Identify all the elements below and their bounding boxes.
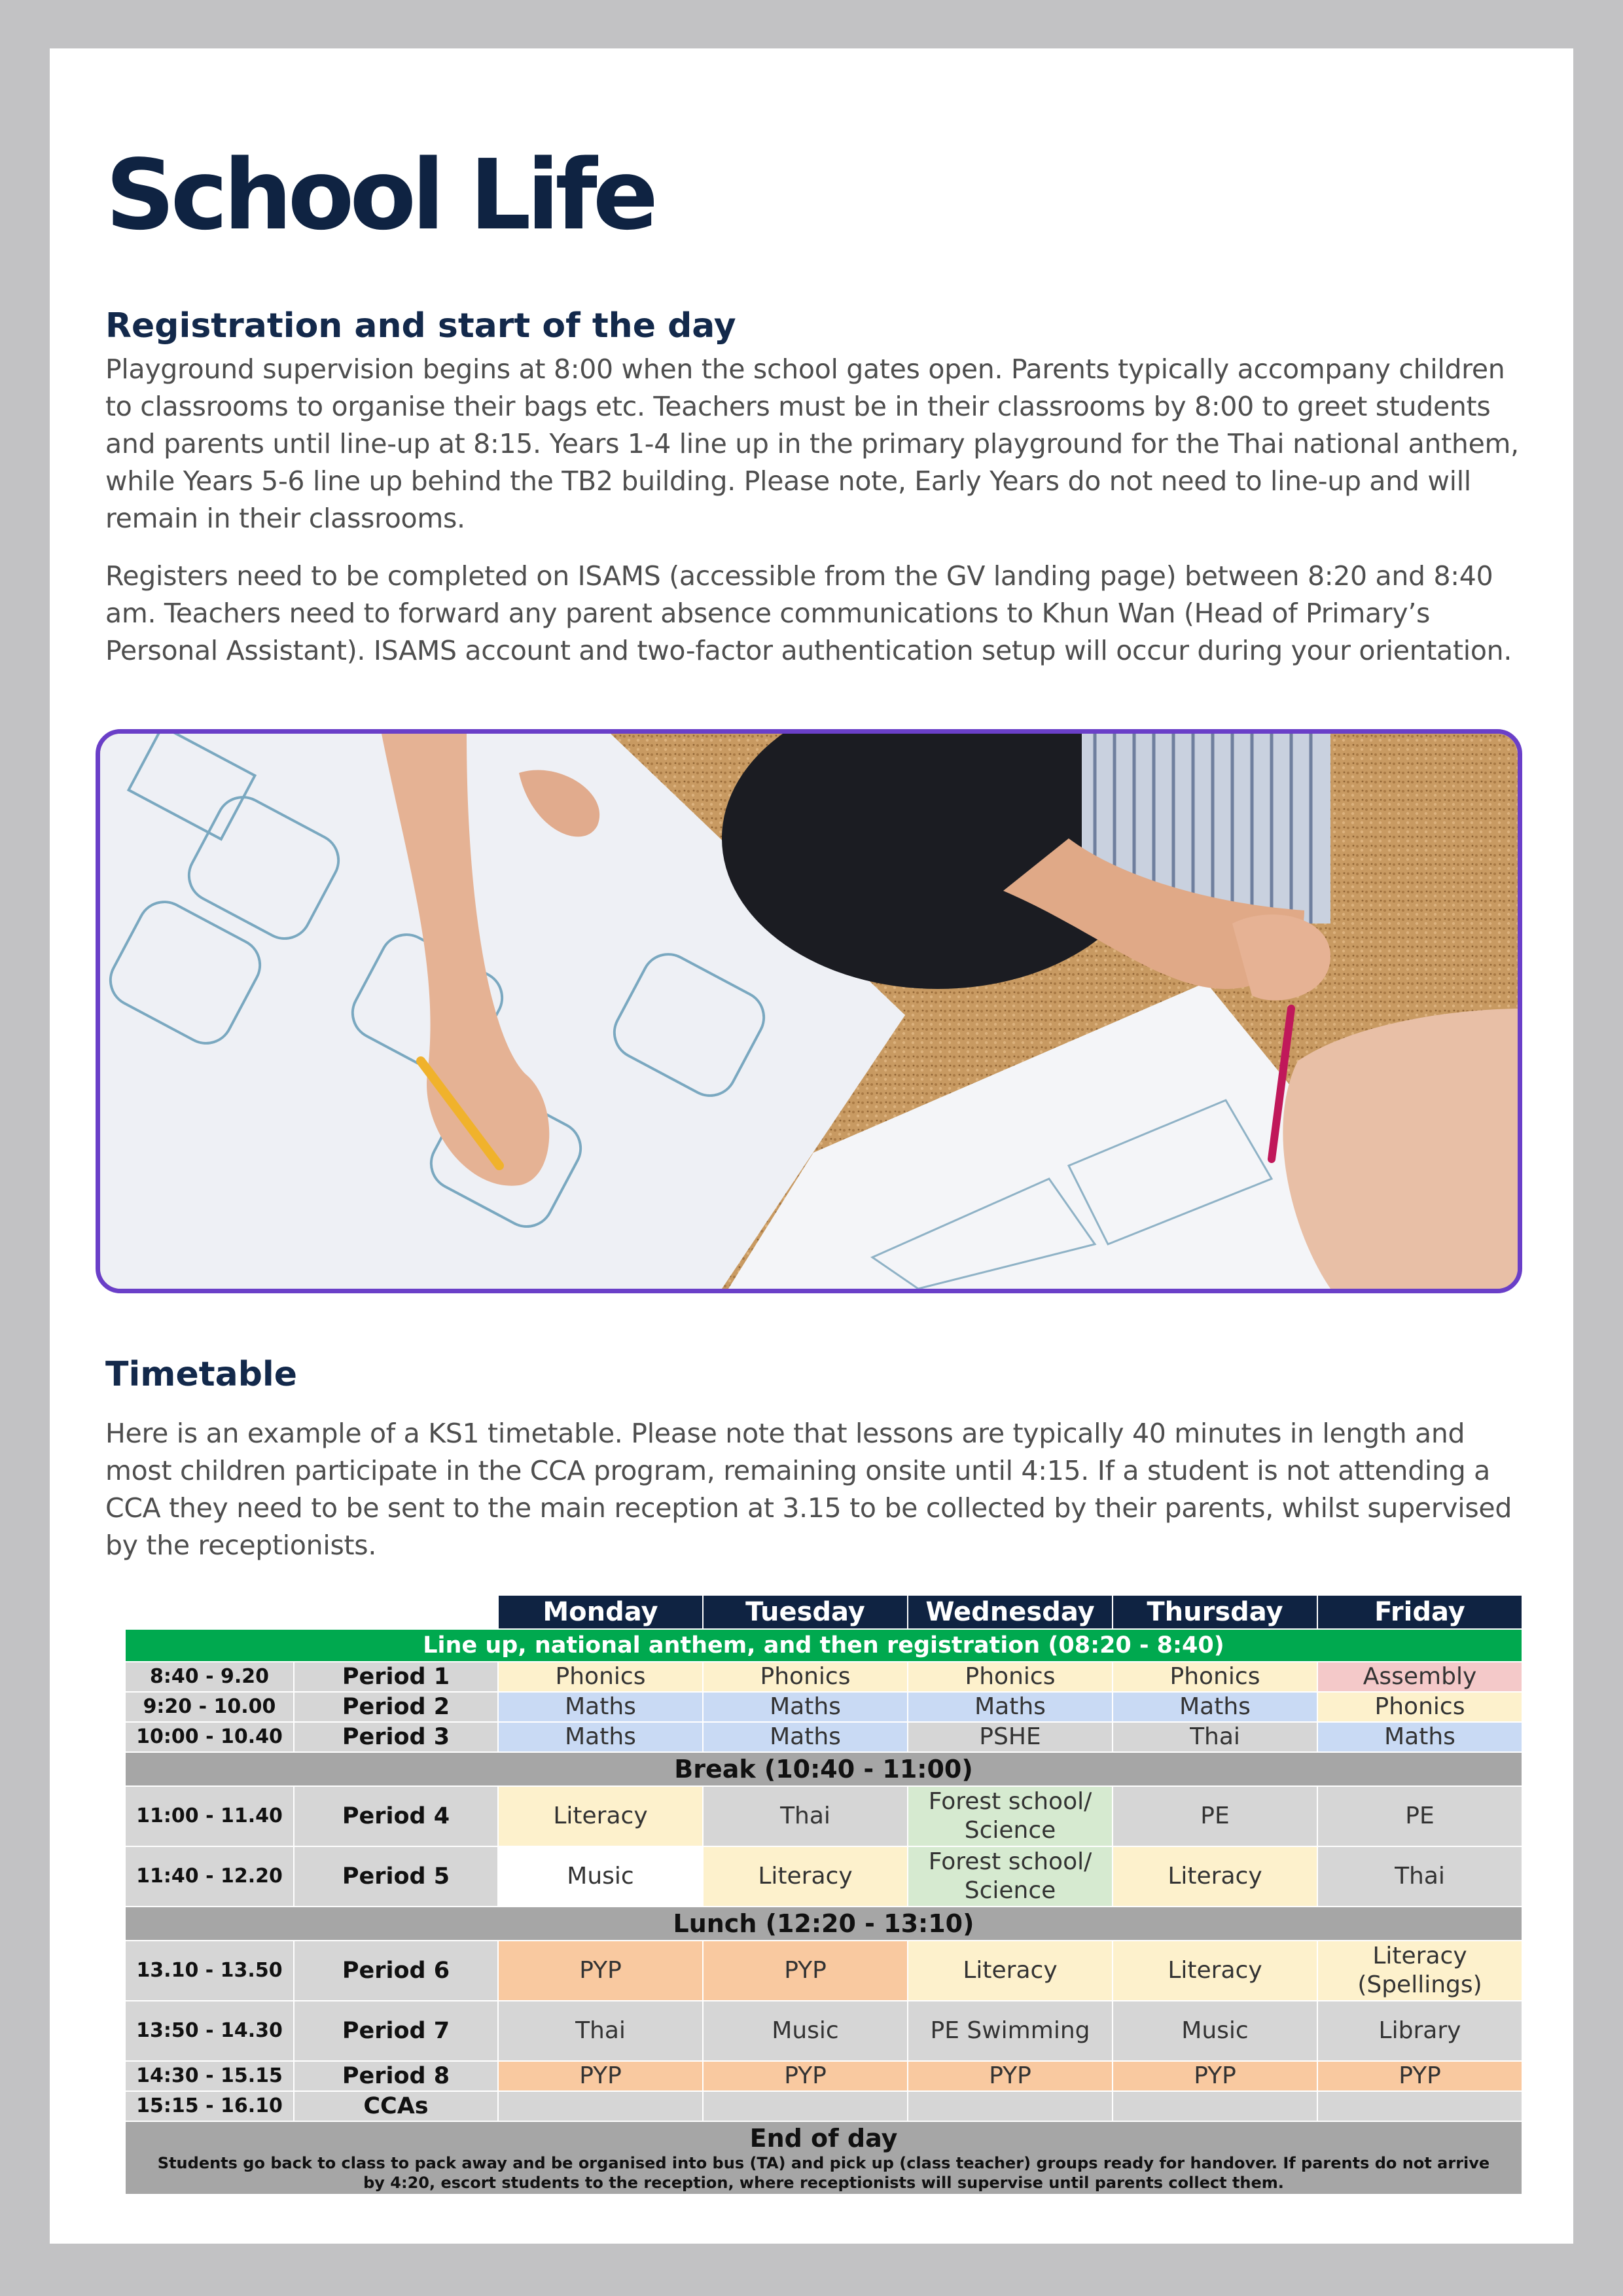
registration-paragraph-1: Playground supervision begins at 8:00 when the school gates open. Parents typically accompany children to classrooms to organise their bags etc. Teachers must be in their classrooms by 8:00 to greet students and parents until line-up at 8:15. Years 1-4 line up in the primary playground for the Thai national anthem, while Years 5-6 line up behind the TB2 building. Please note, Early Years do not need to line-up and will remain in their classrooms. xyxy=(105,353,1519,534)
lesson-cell: Thai xyxy=(1113,1722,1317,1752)
lineup-label: Line up, national anthem, and then registration (08:20 - 8:40) xyxy=(125,1629,1522,1662)
row-time: 9:20 - 10.00 xyxy=(125,1692,294,1722)
day-tuesday: Tuesday xyxy=(703,1595,908,1629)
lesson-cell: Phonics xyxy=(1317,1692,1522,1722)
lesson-cell: PYP xyxy=(703,2061,908,2091)
timetable-header-row xyxy=(125,1595,1522,1629)
lesson-cell: Maths xyxy=(498,1722,703,1752)
lesson-cell: Thai xyxy=(498,2001,703,2061)
lesson-cell: PYP xyxy=(1113,2061,1317,2091)
registration-heading: Registration and start of the day xyxy=(105,306,736,346)
row-time: 11:40 - 12.20 xyxy=(125,1846,294,1907)
day-wednesday: Wednesday xyxy=(908,1595,1113,1629)
lesson-cell: Literacy xyxy=(1113,1941,1317,2001)
table-row xyxy=(125,2061,1522,2091)
lesson-cell: Literacy xyxy=(908,1941,1113,2001)
break-label: Break (10:40 - 11:00) xyxy=(125,1752,1522,1786)
lesson-cell: Forest school/ Science xyxy=(908,1846,1113,1907)
row-period: Period 2 xyxy=(294,1692,498,1722)
photo-child-writing xyxy=(96,729,1522,1293)
table-row xyxy=(125,1786,1522,1846)
lesson-cell: Maths xyxy=(1113,1692,1317,1722)
lesson-cell: Literacy xyxy=(498,1786,703,1846)
lesson-cell xyxy=(1317,2091,1522,2121)
table-row xyxy=(125,1846,1522,1907)
lunch-label: Lunch (12:20 - 13:10) xyxy=(125,1907,1522,1941)
lesson-cell: Literacy xyxy=(1113,1846,1317,1907)
lesson-cell: PYP xyxy=(908,2061,1113,2091)
end-of-day-note: Students go back to class to pack away and be organised into bus (TA) and pick up (class teacher) groups ready for handover. If parents do not arrive by 4:20, escort students to the reception, where receptionists will supervise until parents collect them. xyxy=(157,2154,1490,2192)
lesson-cell: Phonics xyxy=(1113,1662,1317,1692)
end-of-day-row xyxy=(125,2121,1522,2195)
registration-paragraph-2: Registers need to be completed on ISAMS (accessible from the GV landing page) between 8:20 and 8:40 am. Teachers need to forward any parent absence communications to Khun Wan (Head of Primary’s Personal Assistant). ISAMS account and two-factor authentication setup will occur during your orientation. xyxy=(105,560,1512,666)
lesson-cell: Phonics xyxy=(908,1662,1113,1692)
table-row xyxy=(125,1692,1522,1722)
table-row xyxy=(125,1722,1522,1752)
lesson-cell xyxy=(498,2091,703,2121)
lesson-cell: Maths xyxy=(498,1692,703,1722)
lesson-cell: PE xyxy=(1113,1786,1317,1846)
row-period: Period 4 xyxy=(294,1786,498,1846)
timetable-heading: Timetable xyxy=(105,1355,298,1394)
day-friday: Friday xyxy=(1317,1595,1522,1629)
lesson-cell: Maths xyxy=(703,1722,908,1752)
lesson-cell: PE xyxy=(1317,1786,1522,1846)
lesson-cell: Thai xyxy=(1317,1846,1522,1907)
lesson-cell: Music xyxy=(1113,2001,1317,2061)
table-row xyxy=(125,2091,1522,2121)
lesson-cell: Maths xyxy=(908,1692,1113,1722)
row-period: Period 6 xyxy=(294,1941,498,2001)
row-period: Period 5 xyxy=(294,1846,498,1907)
row-period: CCAs xyxy=(294,2091,498,2121)
lesson-cell: PYP xyxy=(703,1941,908,2001)
page xyxy=(50,48,1573,2244)
page-title: School Life xyxy=(105,139,654,251)
timetable-intro: Here is an example of a KS1 timetable. Please note that lessons are typically 40 minutes in length and most children participate in the CCA program, remaining onsite until 4:15. If a student is not attending a CCA they need to be sent to the main reception at 3.15 to be collected by their parents, whilst supervised by the receptionists. xyxy=(105,1418,1512,1561)
lesson-cell: PYP xyxy=(1317,2061,1522,2091)
photo-illustration xyxy=(100,734,1518,1289)
lesson-cell: PYP xyxy=(498,1941,703,2001)
lesson-cell: Maths xyxy=(703,1692,908,1722)
row-time: 8:40 - 9.20 xyxy=(125,1662,294,1692)
lesson-cell: PYP xyxy=(498,2061,703,2091)
lunch-row xyxy=(125,1907,1522,1941)
row-time: 13:50 - 14.30 xyxy=(125,2001,294,2061)
lesson-cell: Music xyxy=(703,2001,908,2061)
row-period: Period 1 xyxy=(294,1662,498,1692)
row-time: 11:00 - 11.40 xyxy=(125,1786,294,1846)
lesson-cell: Literacy xyxy=(703,1846,908,1907)
day-thursday: Thursday xyxy=(1113,1595,1317,1629)
lineup-row xyxy=(125,1629,1522,1662)
row-period: Period 7 xyxy=(294,2001,498,2061)
lesson-cell: Music xyxy=(498,1846,703,1907)
lesson-cell: Library xyxy=(1317,2001,1522,2061)
row-time: 10:00 - 10.40 xyxy=(125,1722,294,1752)
row-time: 15:15 - 16.10 xyxy=(125,2091,294,2121)
row-period: Period 3 xyxy=(294,1722,498,1752)
lesson-cell: Phonics xyxy=(498,1662,703,1692)
lesson-cell: Maths xyxy=(1317,1722,1522,1752)
timetable-table xyxy=(124,1594,1523,2195)
lesson-cell: PE Swimming xyxy=(908,2001,1113,2061)
end-of-day-title: End of day xyxy=(749,2124,898,2153)
table-row xyxy=(125,2001,1522,2061)
end-of-day-cell xyxy=(125,2121,1522,2195)
lesson-cell xyxy=(703,2091,908,2121)
day-monday: Monday xyxy=(498,1595,703,1629)
table-row xyxy=(125,1941,1522,2001)
lesson-cell: Forest school/ Science xyxy=(908,1786,1113,1846)
lesson-cell: Phonics xyxy=(703,1662,908,1692)
lesson-cell xyxy=(1113,2091,1317,2121)
lesson-cell: Assembly xyxy=(1317,1662,1522,1692)
table-row xyxy=(125,1662,1522,1692)
lesson-cell: Thai xyxy=(703,1786,908,1846)
row-time: 14:30 - 15.15 xyxy=(125,2061,294,2091)
row-time: 13.10 - 13.50 xyxy=(125,1941,294,2001)
lesson-cell xyxy=(908,2091,1113,2121)
lesson-cell: Literacy (Spellings) xyxy=(1317,1941,1522,2001)
header-blank xyxy=(125,1595,498,1629)
break-row xyxy=(125,1752,1522,1786)
row-period: Period 8 xyxy=(294,2061,498,2091)
lesson-cell: PSHE xyxy=(908,1722,1113,1752)
